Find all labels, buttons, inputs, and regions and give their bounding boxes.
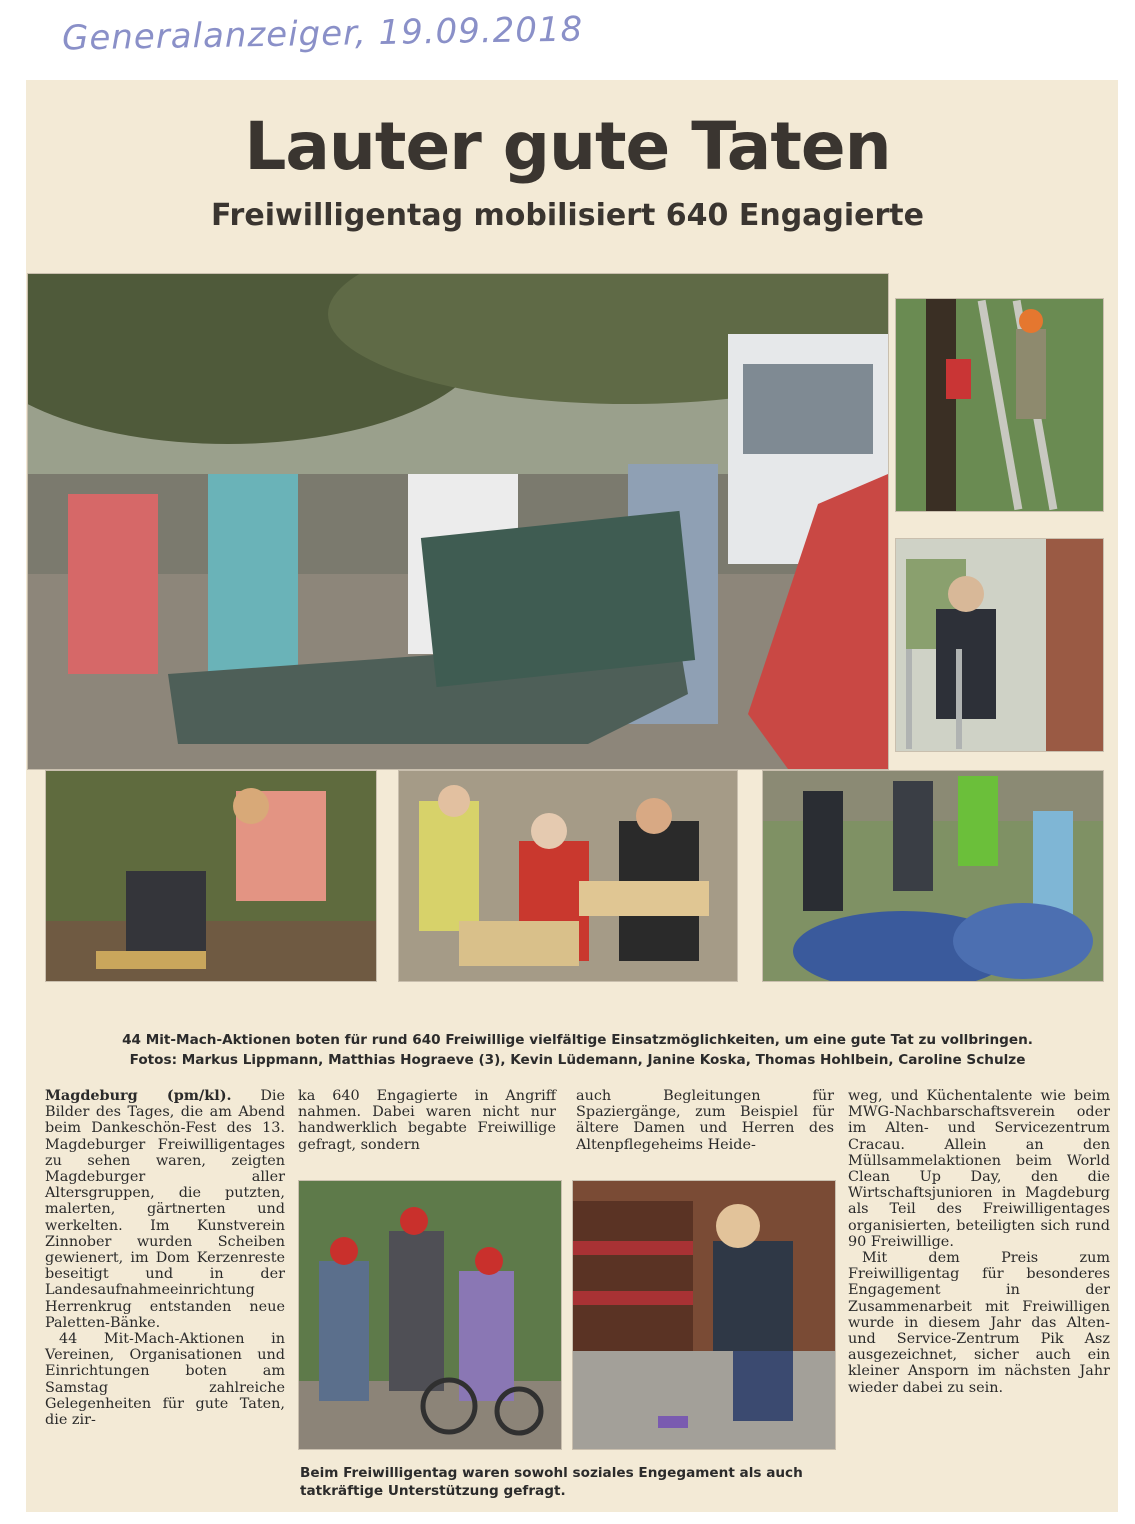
article-paragraph-1-text: Die Bilder des Tages, die am Abend beim Dankeschön-Fest des 13. Magdeburger Freiwilligentages zu sehen waren, zeigten Magdeburger aller Altersgruppen, die putzten, malerten, gärtnerten und werkelten. Im Kunstverein Zinnober wurden Scheiben gewienert, im Dom Kerzenreste beseitigt und in der Landesaufnahmeeinrichtung Herrenkrug entstanden neue Paletten-Bänke. <box>45 1088 286 1331</box>
photo-credits: Fotos: Markus Lippmann, Matthias Hograeve (3), Kevin Lüdemann, Janine Koska, Thomas Hohlbein, Caroline Schulze <box>129 1052 1026 1068</box>
photo-climber-ladder <box>895 298 1104 512</box>
article-headline: Lauter gute Taten <box>244 108 891 185</box>
article-column-1 <box>45 1088 285 1428</box>
inner-photo-caption: Beim Freiwilligentag waren sowohl soziales Engegament als auch tatkräftige Unterstützung gefragt. <box>300 1465 803 1499</box>
article-column-4 <box>848 1088 1110 1396</box>
article-column-4-paragraph-1: weg, und Küchentalente wie beim MWG-Nachbarschaftsverein oder im Alten- und Servicezentrum Cracau. Allein an den Müllsammelaktionen beim World Clean Up Day, den die Wirtschaftsjunioren in Magdeburg als Teil des Freiwilligentages organisierten, beteiligten sich rund 90 Freiwillige. <box>848 1088 1110 1250</box>
photo-gardening <box>45 770 377 982</box>
dateline: Magdeburg (pm/kl). <box>45 1087 232 1104</box>
main-photo-children-pallet-bench <box>27 273 889 770</box>
article-column-3 <box>576 1088 834 1153</box>
photo-cleaning-church-floor <box>572 1180 836 1450</box>
photo-baking-seniors <box>398 770 738 982</box>
article-paragraph-1 <box>45 1088 285 1331</box>
handwritten-source-note: Generalanzeiger, 19.09.2018 <box>61 9 584 59</box>
photo-caption <box>45 1030 1110 1070</box>
article-column-2-text: ka 640 Engagierte in Angriff nahmen. Dabei waren nicht nur handwerklich begabte Freiwillige gefragt, sondern <box>298 1088 556 1153</box>
photo-window-cleaning <box>895 538 1104 752</box>
article-subheadline: Freiwilligentag mobilisiert 640 Engagierte <box>210 198 924 233</box>
article-column-4-paragraph-2: Mit dem Preis zum Freiwilligentag für besonderes Engagement in der Zusammenarbeit mit Freiwilligen wurde in diesem Jahr das Alten- und Service-Zentrum Pik Asz ausgezeichnet, sicher auch ein kleiner Ansporn im nächsten Jahr wieder dabei zu sein. <box>848 1250 1110 1396</box>
article-column-3-text: auch Begleitungen für Spaziergänge, zum Beispiel für ältere Damen und Herren des Altenpflegeheims Heide- <box>576 1088 834 1153</box>
article-paragraph-2: 44 Mit-Mach-Aktionen in Vereinen, Organisationen und Einrichtungen boten am Samstag zahlreiche Gelegenheiten für gute Taten, die zir- <box>45 1331 285 1429</box>
photo-caption-text: 44 Mit-Mach-Aktionen boten für rund 640 Freiwillige vielfältige Einsatzmöglichkeiten, um eine gute Tat zu vollbringen. <box>122 1032 1033 1048</box>
photo-walk-with-wheelchairs <box>298 1180 562 1450</box>
article-column-2 <box>298 1088 556 1153</box>
photo-trash-collection <box>762 770 1104 982</box>
